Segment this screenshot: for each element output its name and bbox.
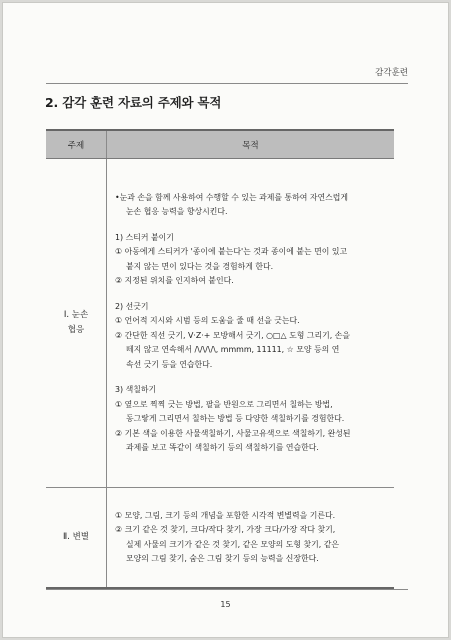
purpose-line: ② 기본 색을 이용한 사물색칠하기, 사물고유색으로 색칠하기, 완성된 [115, 428, 351, 438]
purpose-line: ① 모양, 그림, 크기 등의 개념을 포함한 시각적 변별력을 기른다. [115, 510, 336, 520]
header-rule [46, 83, 408, 84]
page-number: 15 [220, 600, 231, 609]
table-row [46, 488, 394, 589]
spacer [115, 289, 388, 300]
subheading: 3) 색칠하기 [115, 385, 157, 394]
purpose-line: 동그랗게 그리면서 칠하는 방법 등 다양한 색칠하기를 경험한다. [126, 414, 345, 423]
table-row [46, 159, 394, 488]
topic-label: 협응 [67, 325, 85, 335]
purpose-cell [107, 488, 395, 589]
spacer [115, 220, 388, 231]
purpose-line: ① 언어적 지시와 시범 등의 도움을 줄 때 선을 긋는다. [115, 316, 300, 325]
topic-purpose-table [46, 129, 394, 589]
column-header-topic: 주제 [46, 130, 107, 159]
footer-rule [46, 589, 408, 590]
purpose-line: 모양의 그림 찾기, 숨은 그림 찾기 등의 능력을 신장한다. [126, 554, 319, 563]
purpose-line: ① 옆으로 찍찍 긋는 방법, 팔을 반원으로 그리면서 칠하는 방법, [115, 399, 333, 409]
purpose-line: 속선 긋기 등을 연습한다. [126, 359, 213, 369]
spacer [115, 372, 388, 383]
purpose-line: 떼지 않고 연속해서 /\/\/\/\, mmmm, 11111, ☆ 모양 등의 연 [126, 345, 340, 354]
purpose-line: 눈손 협응 능력을 향상시킨다. [126, 207, 228, 216]
purpose-line: ② 크기 같은 것 찾기, 크다/작다 찾기, 가장 크다/가장 작다 찾기, [115, 525, 336, 534]
purpose-line: 붙지 않는 면이 있다는 것을 경험하게 한다. [126, 261, 274, 271]
document-page [2, 2, 449, 638]
topic-cell [46, 159, 107, 488]
topic-cell [46, 488, 107, 589]
section-title: 2. 감각 훈련 자료의 주제와 목적 [45, 95, 222, 110]
purpose-line: 실제 사물의 크기가 같은 것 찾기, 같은 모양의 도형 찾기, 같은 [126, 539, 340, 549]
table-header-row [46, 130, 394, 159]
topic-label: Ⅱ. 변별 [62, 532, 89, 542]
purpose-line: ② 간단한 직선 긋기, V·Z·+ 모방해서 긋기, ○□△ 도형 그리기, 손을 [115, 330, 350, 340]
purpose-line: 과제를 보고 똑같이 색칠하기 등의 색칠하기를 연습한다. [126, 443, 319, 452]
column-header-purpose: 목적 [107, 130, 395, 159]
subheading: 1) 스티커 붙이기 [115, 232, 174, 242]
purpose-line: ① 아동에게 스티커가 '종이에 붙는다'는 것과 종이에 붙는 면이 있고 [115, 247, 348, 256]
running-header: 감각훈련 [375, 68, 408, 78]
purpose-line: ② 지정된 위치를 인지하여 붙인다. [115, 276, 234, 285]
purpose-line: •눈과 손을 함께 사용하여 수행할 수 있는 과제를 통하여 자연스럽게 [115, 192, 349, 202]
subheading: 2) 선긋기 [115, 301, 149, 311]
topic-label: Ⅰ. 눈손 [63, 310, 89, 320]
purpose-cell [107, 159, 395, 488]
